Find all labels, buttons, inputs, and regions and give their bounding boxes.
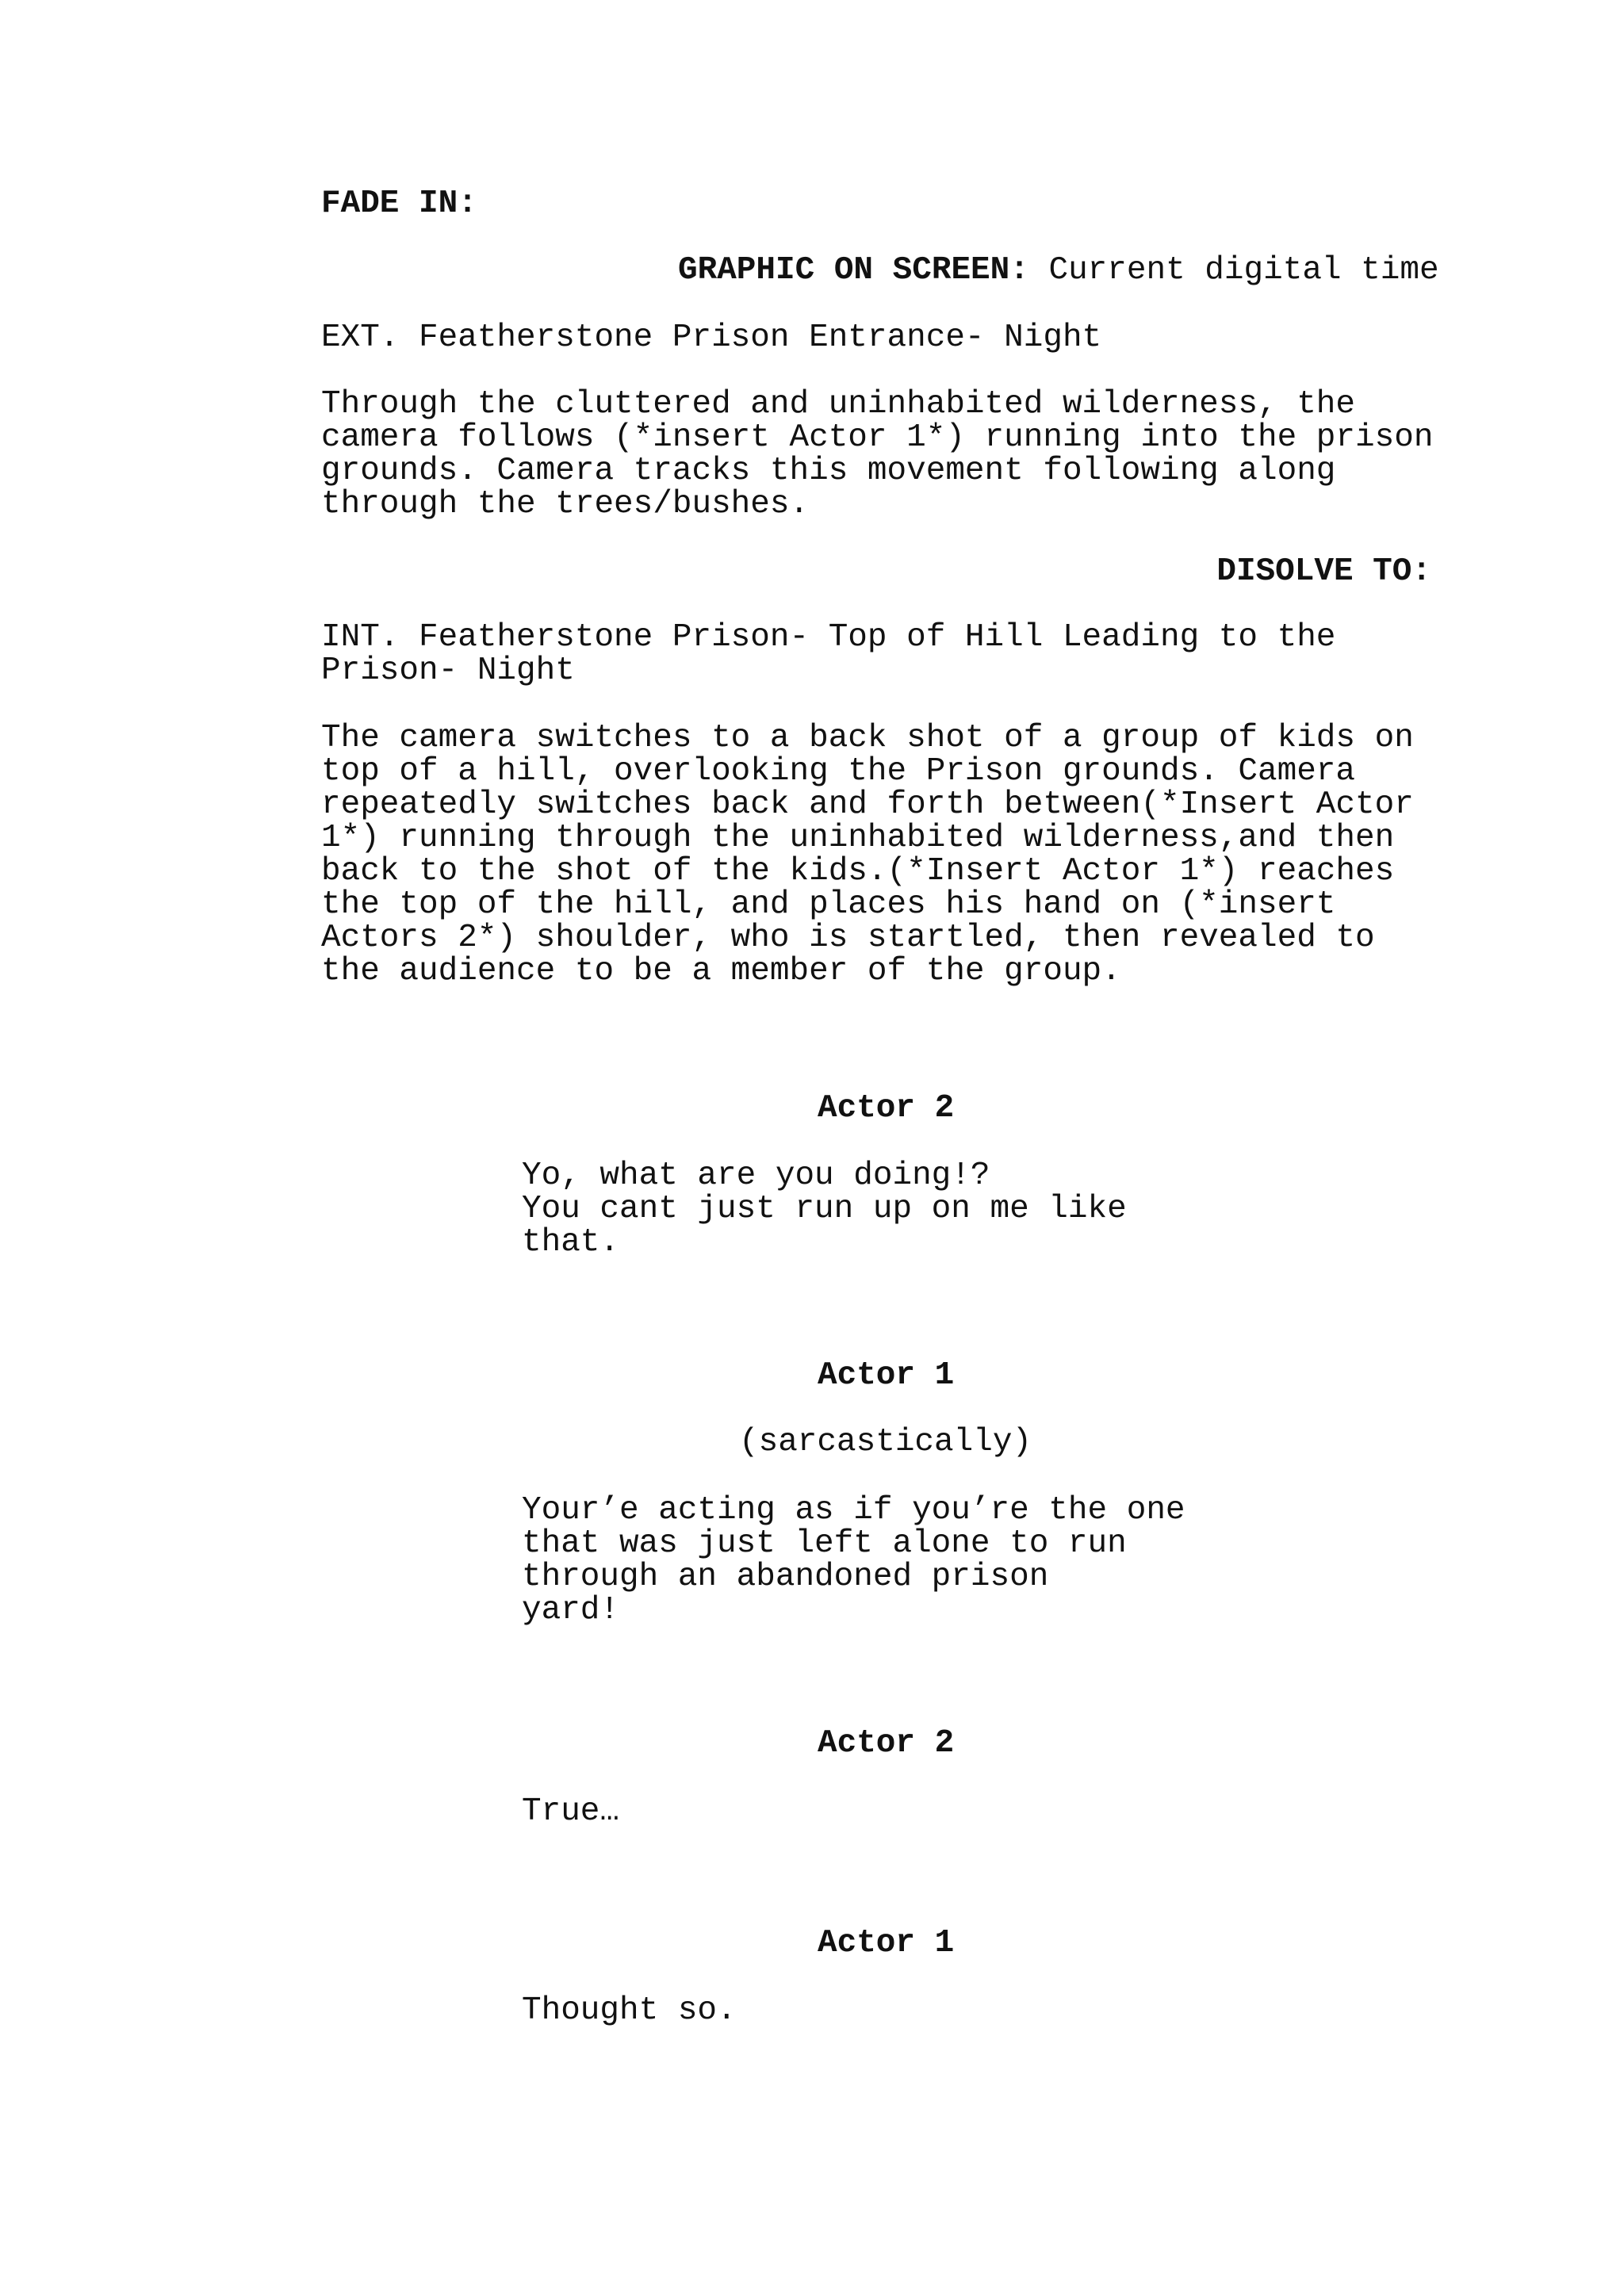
action-paragraph-1: Through the cluttered and uninhabited wilderness, the camera follows (*insert Actor 1*) running into the prison grounds. Camera tracks this movement following along through the trees/bushes. — [321, 386, 1434, 522]
graphic-on-screen — [678, 254, 1439, 287]
character-name: Actor 2 — [818, 1725, 955, 1762]
action-paragraph-2: The camera switches to a back shot of a group of kids on top of a hill, overlooking the Prison grounds. Camera repeatedly switches back and forth between(*Insert Actor 1*) running through the uninhabited wilderness,and then back to the shot of the kids.(*Insert Actor 1*) reaches the top of the hill, and places his hand on (*insert Actors 2*) shoulder, who is startled, then revealed to the audience to be a member of the group. — [321, 720, 1414, 989]
transition-fade-in: FADE IN: — [321, 186, 477, 222]
dialogue-line: Thought so. — [522, 1992, 737, 2029]
parenthetical: (sarcastically) — [739, 1424, 1032, 1460]
scene-heading-2: INT. Featherstone Prison- Top of Hill Leading to the Prison- Night — [321, 619, 1336, 689]
graphic-label: GRAPHIC ON SCREEN: — [678, 252, 1029, 289]
transition-dissolve: DISOLVE TO: — [1216, 553, 1431, 590]
dialogue-line: Yo, what are you doing!? You cant just run up on me like that. — [522, 1158, 1127, 1261]
dialogue-line: True… — [522, 1793, 620, 1830]
character-name: Actor 1 — [818, 1357, 955, 1394]
scene-heading-1: EXT. Featherstone Prison Entrance- Night — [321, 320, 1102, 356]
character-name: Actor 1 — [818, 1925, 955, 1961]
dialogue-line: Your’e acting as if you’re the one that was just left alone to run through an abandoned prison yard! — [522, 1492, 1185, 1628]
graphic-text: Current digital time — [1028, 252, 1439, 289]
character-name: Actor 2 — [818, 1090, 955, 1127]
